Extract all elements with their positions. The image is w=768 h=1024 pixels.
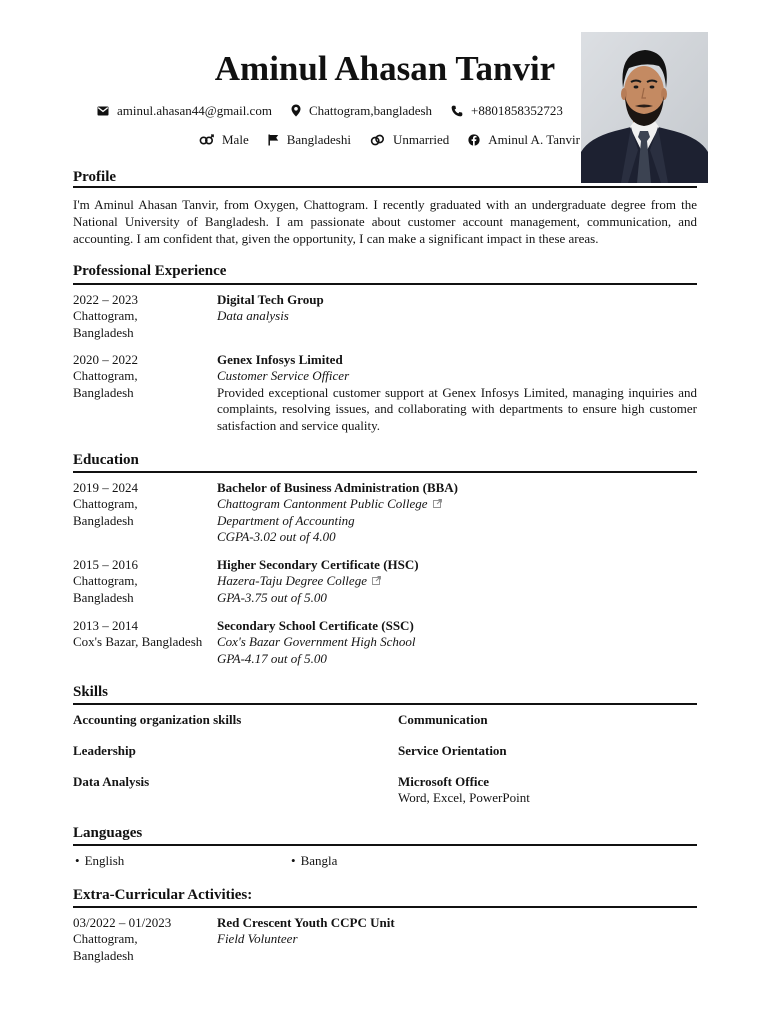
entry-organization: Digital Tech Group bbox=[217, 291, 324, 307]
activity-entry bbox=[73, 915, 697, 965]
entry-date: 2022 – 2023 bbox=[73, 291, 138, 307]
entry-grade: GPA-3.75 out of 5.00 bbox=[217, 589, 327, 605]
entry-location-line: Bangladesh bbox=[73, 512, 134, 528]
profile-summary: I'm Aminul Ahasan Tanvir, from Oxygen, Chattogram. I recently graduated with an undergraduate degree from the National University of Bangladesh. I am passionate about customer account management, communication, and accounting. I am confident that, given the opportunity, I can make a significant impact in these areas. bbox=[73, 196, 697, 246]
education-entry bbox=[73, 618, 697, 668]
entry-location-line: Bangladesh bbox=[73, 324, 134, 340]
entry-role: Data analysis bbox=[217, 308, 289, 324]
language-name: Bangla bbox=[300, 852, 338, 868]
entry-location-line: Chattogram, bbox=[73, 931, 138, 947]
personal-gender bbox=[199, 131, 249, 148]
personal-facebook[interactable] bbox=[468, 131, 580, 148]
entry-location-line: Chattogram, bbox=[73, 308, 138, 324]
entry-meta bbox=[73, 618, 217, 668]
entry-details bbox=[217, 480, 697, 546]
entry-degree: Higher Secondary Certificate (HSC) bbox=[217, 556, 419, 572]
entry-location-line: Chattogram, bbox=[73, 496, 138, 512]
section-divider bbox=[73, 703, 697, 705]
entry-institution-row bbox=[217, 496, 697, 513]
entry-date: 2015 – 2016 bbox=[73, 556, 138, 572]
contact-row bbox=[97, 102, 582, 119]
skill-item-with-details bbox=[398, 774, 530, 807]
section-divider bbox=[73, 186, 697, 188]
language-name: English bbox=[84, 852, 125, 868]
entry-date: 2020 – 2022 bbox=[73, 351, 138, 367]
entry-organization: Red Crescent Youth CCPC Unit bbox=[217, 914, 395, 930]
entry-location-line: Chattogram, bbox=[73, 368, 138, 384]
entry-details bbox=[217, 292, 697, 342]
bullet-icon: • bbox=[75, 852, 80, 868]
entry-description: Provided exceptional customer support at Genex Infosys Limited, managing inquiries and complaints, resolving issues, and collaborating with departments to ensure high customer satisfaction and service quality. bbox=[217, 384, 697, 434]
section-heading-profile: Profile bbox=[73, 169, 117, 185]
entry-location-line: Bangladesh bbox=[73, 947, 134, 963]
section-divider bbox=[73, 471, 697, 473]
nationality-text: Bangladeshi bbox=[286, 132, 351, 147]
entry-meta bbox=[73, 292, 217, 342]
marital-status-text: Unmarried bbox=[392, 132, 450, 147]
phone-icon bbox=[451, 105, 463, 117]
envelope-icon bbox=[97, 106, 109, 116]
entry-role: Field Volunteer bbox=[217, 931, 298, 947]
section-heading-education: Education bbox=[73, 452, 139, 468]
email-link[interactable]: aminul.ahasan44@gmail.com bbox=[117, 103, 272, 118]
section-heading-skills: Skills bbox=[73, 684, 109, 700]
section-heading-experience: Professional Experience bbox=[73, 263, 227, 279]
education-entry bbox=[73, 480, 697, 546]
section-divider bbox=[73, 844, 697, 846]
entry-location-line: Bangladesh bbox=[73, 589, 134, 605]
skill-item: Accounting organization skills bbox=[73, 711, 242, 727]
profile-photo bbox=[581, 32, 708, 183]
personal-marital-status bbox=[370, 131, 449, 148]
entry-location-line: Bangladesh bbox=[73, 384, 134, 400]
entry-details bbox=[217, 557, 697, 607]
entry-degree: Bachelor of Business Administration (BBA) bbox=[217, 479, 459, 495]
experience-entry bbox=[73, 292, 697, 342]
map-pin-icon bbox=[291, 104, 301, 117]
entry-institution: Cox's Bazar Government High School bbox=[217, 634, 416, 650]
rings-icon bbox=[370, 134, 385, 146]
location-text: Chattogram,bangladesh bbox=[308, 103, 433, 118]
entry-meta bbox=[73, 480, 217, 546]
bullet-icon: • bbox=[291, 852, 296, 868]
personal-nationality bbox=[268, 131, 351, 148]
skill-item: Leadership bbox=[73, 742, 136, 758]
entry-grade: GPA-4.17 out of 5.00 bbox=[217, 650, 327, 666]
entry-date: 2013 – 2014 bbox=[73, 617, 138, 633]
skill-details: Word, Excel, PowerPoint bbox=[398, 790, 530, 806]
entry-details bbox=[217, 915, 697, 965]
entry-organization: Genex Infosys Limited bbox=[217, 351, 343, 367]
experience-entry bbox=[73, 352, 697, 435]
entry-department: Department of Accounting bbox=[217, 512, 355, 528]
facebook-icon bbox=[468, 134, 480, 146]
entry-meta bbox=[73, 352, 217, 435]
skill-item: Communication bbox=[398, 711, 488, 727]
skill-item: Data Analysis bbox=[73, 773, 150, 789]
entry-grade: CGPA-3.02 out of 4.00 bbox=[217, 529, 336, 545]
contact-location bbox=[291, 102, 432, 119]
entry-degree: Secondary School Certificate (SSC) bbox=[217, 617, 414, 633]
entry-location-line: Chattogram, bbox=[73, 573, 138, 589]
entry-details bbox=[217, 618, 697, 668]
contact-email[interactable] bbox=[97, 102, 272, 119]
entry-meta bbox=[73, 557, 217, 607]
contact-phone[interactable] bbox=[451, 102, 563, 119]
section-divider bbox=[73, 906, 697, 908]
entry-date: 2019 – 2024 bbox=[73, 479, 138, 495]
personal-info-row bbox=[199, 131, 599, 148]
section-heading-activities: Extra-Curricular Activities: bbox=[73, 887, 253, 903]
entry-role: Customer Service Officer bbox=[217, 368, 350, 384]
section-heading-languages: Languages bbox=[73, 825, 143, 841]
section-divider bbox=[73, 283, 697, 285]
external-link-icon[interactable] bbox=[372, 576, 381, 585]
gender-text: Male bbox=[222, 132, 249, 147]
language-item bbox=[291, 853, 337, 870]
entry-meta bbox=[73, 915, 217, 965]
skill-name: Microsoft Office bbox=[398, 773, 490, 789]
entry-institution-row bbox=[217, 573, 697, 590]
flag-icon bbox=[268, 134, 279, 146]
education-entry bbox=[73, 557, 697, 607]
external-link-icon[interactable] bbox=[433, 499, 442, 508]
institution-link[interactable]: Hazera-Taju Degree College bbox=[217, 573, 367, 589]
phone-link[interactable]: +8801858352723 bbox=[471, 103, 563, 118]
language-item bbox=[75, 853, 124, 870]
entry-date: 03/2022 – 01/2023 bbox=[73, 914, 172, 930]
candidate-name: Aminul Ahasan Tanvir bbox=[214, 49, 556, 88]
skill-item: Service Orientation bbox=[398, 742, 507, 758]
facebook-link[interactable]: Aminul A. Tanvir bbox=[488, 132, 580, 147]
institution-link[interactable]: Chattogram Cantonment Public College bbox=[217, 496, 428, 512]
gender-icon bbox=[199, 134, 214, 146]
entry-location-line: Cox's Bazar, Bangladesh bbox=[73, 634, 203, 650]
entry-details bbox=[217, 352, 697, 435]
